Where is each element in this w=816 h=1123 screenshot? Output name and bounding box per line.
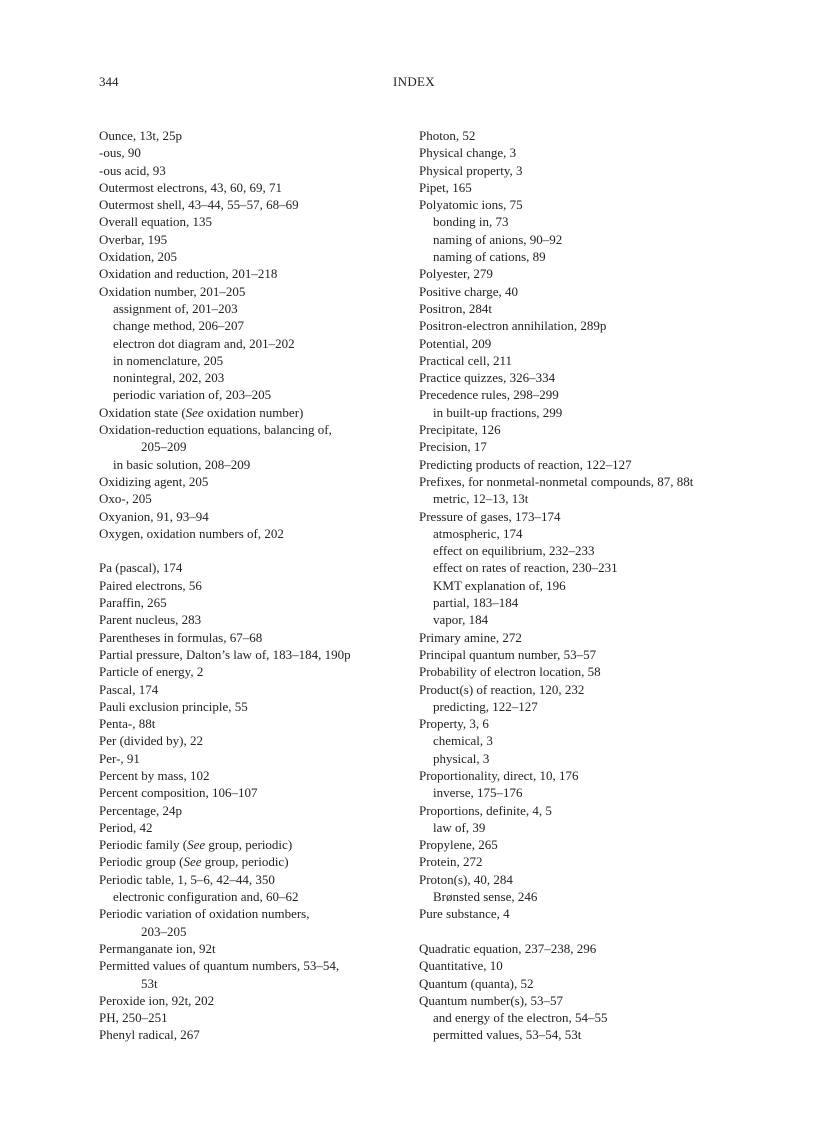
index-entry bbox=[419, 386, 739, 403]
entry-text: Oxidation and reduction, 201–218 bbox=[99, 266, 278, 282]
entry-text: in built-up fractions, 299 bbox=[433, 404, 563, 420]
index-entry bbox=[99, 732, 419, 749]
entry-text: Phenyl radical, 267 bbox=[99, 1027, 200, 1043]
entry-text: Quadratic equation, 237–238, 296 bbox=[419, 940, 597, 956]
entry-text: Paraffin, 265 bbox=[99, 595, 167, 611]
entry-text: Outermost electrons, 43, 60, 69, 71 bbox=[99, 179, 283, 195]
index-subentry bbox=[419, 559, 739, 576]
index-entry bbox=[99, 750, 419, 767]
entry-text: Periodic family ( bbox=[99, 837, 188, 853]
index-subentry bbox=[419, 577, 739, 594]
index-entry bbox=[419, 905, 739, 922]
entry-text: Partial pressure, Dalton’s law of, 183–184, 190p bbox=[99, 646, 351, 662]
entry-text: Permitted values of quantum numbers, 53–54, bbox=[99, 958, 340, 974]
index-entry bbox=[419, 335, 739, 352]
entry-text: Oxidation number, 201–205 bbox=[99, 283, 246, 299]
index-entry bbox=[419, 940, 739, 957]
entry-text: Product(s) of reaction, 120, 232 bbox=[419, 681, 585, 697]
index-entry bbox=[419, 265, 739, 282]
index-column-right bbox=[419, 127, 739, 1044]
index-entry bbox=[419, 127, 739, 144]
index-entry bbox=[99, 490, 419, 507]
entry-text: Propylene, 265 bbox=[419, 837, 498, 853]
index-entry bbox=[99, 992, 419, 1009]
index-entry bbox=[99, 698, 419, 715]
index-entry bbox=[419, 508, 739, 525]
index-entry bbox=[99, 802, 419, 819]
entry-text: law of, 39 bbox=[433, 819, 486, 835]
entry-text: -ous, 90 bbox=[99, 145, 141, 161]
entry-text: physical, 3 bbox=[433, 750, 490, 766]
running-head: INDEX bbox=[393, 74, 435, 89]
entry-text: permitted values, 53–54, 53t bbox=[433, 1027, 582, 1043]
index-subentry bbox=[419, 490, 739, 507]
entry-text: assignment of, 201–203 bbox=[113, 300, 238, 316]
index-entry bbox=[419, 196, 739, 213]
entry-text: Practical cell, 211 bbox=[419, 352, 513, 368]
index-entry bbox=[99, 940, 419, 957]
entry-text: Positive charge, 40 bbox=[419, 283, 519, 299]
entry-text: Precedence rules, 298–299 bbox=[419, 387, 559, 403]
entry-text: Periodic variation of oxidation numbers, bbox=[99, 906, 310, 922]
entry-text: Proportionality, direct, 10, 176 bbox=[419, 767, 579, 783]
index-entry bbox=[419, 957, 739, 974]
index-subentry bbox=[419, 248, 739, 265]
see-reference: See bbox=[187, 837, 206, 853]
entry-text: -ous acid, 93 bbox=[99, 162, 166, 178]
entry-text: and energy of the electron, 54–55 bbox=[433, 1010, 608, 1026]
index-entry bbox=[419, 352, 739, 369]
index-entry bbox=[99, 525, 419, 542]
entry-text-tail: group, periodic) bbox=[201, 854, 289, 870]
entry-text: Quantum number(s), 53–57 bbox=[419, 992, 564, 1008]
letter-group-gap bbox=[419, 923, 739, 940]
index-entry-continuation bbox=[99, 438, 419, 455]
index-entry bbox=[99, 508, 419, 525]
entry-text: Oxidation, 205 bbox=[99, 249, 177, 265]
entry-text: periodic variation of, 203–205 bbox=[113, 387, 272, 403]
index-entry bbox=[99, 1026, 419, 1043]
entry-text: Oxo-, 205 bbox=[99, 491, 152, 507]
index-entry bbox=[99, 144, 419, 161]
index-entry bbox=[99, 1009, 419, 1026]
entry-text: Permanganate ion, 92t bbox=[99, 940, 216, 956]
entry-text-tail: group, periodic) bbox=[205, 837, 293, 853]
index-subentry bbox=[99, 456, 419, 473]
entry-text: in nomenclature, 205 bbox=[113, 352, 224, 368]
index-entry bbox=[419, 456, 739, 473]
entry-text: Primary amine, 272 bbox=[419, 629, 522, 645]
index-entry bbox=[99, 213, 419, 230]
entry-text: Paired electrons, 56 bbox=[99, 577, 202, 593]
index-entry bbox=[99, 905, 419, 922]
index-entry bbox=[99, 231, 419, 248]
index-subentry bbox=[419, 1009, 739, 1026]
index-entry bbox=[99, 248, 419, 265]
entry-text: Pipet, 165 bbox=[419, 179, 472, 195]
index-entry bbox=[419, 802, 739, 819]
index-entry bbox=[99, 836, 419, 853]
entry-text: Brønsted sense, 246 bbox=[433, 889, 538, 905]
index-column-left bbox=[99, 127, 419, 1044]
entry-text: inverse, 175–176 bbox=[433, 785, 523, 801]
index-subentry bbox=[419, 1026, 739, 1043]
index-subentry bbox=[419, 732, 739, 749]
entry-text: partial, 183–184 bbox=[433, 595, 519, 611]
index-entry bbox=[99, 715, 419, 732]
entry-text: Peroxide ion, 92t, 202 bbox=[99, 992, 215, 1008]
entry-text: Ounce, 13t, 25p bbox=[99, 128, 183, 143]
index-entry bbox=[99, 784, 419, 801]
entry-text: Probability of electron location, 58 bbox=[419, 664, 601, 680]
entry-text: chemical, 3 bbox=[433, 733, 493, 749]
index-entry bbox=[99, 196, 419, 213]
entry-text: Percentage, 24p bbox=[99, 802, 183, 818]
index-subentry bbox=[99, 352, 419, 369]
index-entry bbox=[99, 179, 419, 196]
entry-text: Outermost shell, 43–44, 55–57, 68–69 bbox=[99, 197, 299, 213]
entry-text: Protein, 272 bbox=[419, 854, 483, 870]
index-entry bbox=[99, 594, 419, 611]
index-entry bbox=[419, 767, 739, 784]
index-entry bbox=[419, 715, 739, 732]
entry-text: Polyester, 279 bbox=[419, 266, 493, 282]
entry-text-tail: oxidation number) bbox=[203, 404, 304, 420]
entry-text: Photon, 52 bbox=[419, 128, 476, 143]
entry-text: Proportions, definite, 4, 5 bbox=[419, 802, 552, 818]
index-subentry bbox=[99, 300, 419, 317]
entry-text: naming of anions, 90–92 bbox=[433, 231, 563, 247]
index-entry bbox=[419, 473, 739, 490]
index-entry bbox=[419, 438, 739, 455]
index-subentry bbox=[419, 213, 739, 230]
index-entry bbox=[419, 871, 739, 888]
entry-text: 205–209 bbox=[141, 439, 187, 455]
index-entry bbox=[99, 473, 419, 490]
index-entry bbox=[99, 663, 419, 680]
entry-text: Quantum (quanta), 52 bbox=[419, 975, 534, 991]
entry-text: Overall equation, 135 bbox=[99, 214, 212, 230]
entry-text: metric, 12–13, 13t bbox=[433, 491, 529, 507]
index-subentry bbox=[419, 750, 739, 767]
index-entry bbox=[99, 819, 419, 836]
index-entry bbox=[99, 265, 419, 282]
index-entry bbox=[419, 317, 739, 334]
entry-text: effect on equilibrium, 232–233 bbox=[433, 543, 595, 559]
index-entry bbox=[419, 853, 739, 870]
entry-text: electron dot diagram and, 201–202 bbox=[113, 335, 295, 351]
entry-text: Period, 42 bbox=[99, 819, 153, 835]
index-subentry bbox=[419, 698, 739, 715]
entry-text: 203–205 bbox=[141, 923, 187, 939]
entry-text: PH, 250–251 bbox=[99, 1010, 168, 1026]
entry-text: Positron-electron annihilation, 289p bbox=[419, 318, 607, 334]
entry-text: Positron, 284t bbox=[419, 300, 492, 316]
entry-text: Potential, 209 bbox=[419, 335, 492, 351]
entry-text: Oxidizing agent, 205 bbox=[99, 473, 209, 489]
index-subentry bbox=[99, 369, 419, 386]
entry-text: Percent composition, 106–107 bbox=[99, 785, 258, 801]
index-entry bbox=[419, 681, 739, 698]
entry-text: Oxidation state ( bbox=[99, 404, 186, 420]
entry-text: Periodic table, 1, 5–6, 42–44, 350 bbox=[99, 871, 275, 887]
index-entry-continuation bbox=[99, 923, 419, 940]
entry-text: vapor, 184 bbox=[433, 612, 489, 628]
entry-text: Proton(s), 40, 284 bbox=[419, 871, 513, 887]
index-entry bbox=[99, 853, 419, 870]
entry-text: Prefixes, for nonmetal-nonmetal compounds, 87, 88t bbox=[419, 473, 694, 489]
index-subentry bbox=[419, 784, 739, 801]
index-entry bbox=[99, 646, 419, 663]
index-entry-continuation bbox=[99, 975, 419, 992]
entry-text: Overbar, 195 bbox=[99, 231, 168, 247]
entry-text: nonintegral, 202, 203 bbox=[113, 370, 225, 386]
entry-text: Oxyanion, 91, 93–94 bbox=[99, 508, 209, 524]
page-number: 344 bbox=[99, 74, 119, 89]
entry-text: Pa (pascal), 174 bbox=[99, 560, 183, 576]
entry-text: Particle of energy, 2 bbox=[99, 664, 204, 680]
index-entry bbox=[419, 421, 739, 438]
entry-text: Quantitative, 10 bbox=[419, 958, 503, 974]
index-subentry bbox=[419, 819, 739, 836]
entry-text: Precision, 17 bbox=[419, 439, 487, 455]
entry-text: electronic configuration and, 60–62 bbox=[113, 889, 299, 905]
entry-text: in basic solution, 208–209 bbox=[113, 456, 251, 472]
index-entry bbox=[99, 577, 419, 594]
index-subentry bbox=[419, 542, 739, 559]
index-entry bbox=[419, 179, 739, 196]
entry-text: atmospheric, 174 bbox=[433, 525, 523, 541]
entry-text: Precipitate, 126 bbox=[419, 422, 501, 438]
entry-text: Predicting products of reaction, 122–127 bbox=[419, 456, 632, 472]
entry-text: Percent by mass, 102 bbox=[99, 767, 210, 783]
entry-text: Practice quizzes, 326–334 bbox=[419, 370, 556, 386]
letter-group-gap bbox=[99, 542, 419, 559]
see-reference: See bbox=[183, 854, 202, 870]
index-entry bbox=[99, 629, 419, 646]
index-entry bbox=[419, 663, 739, 680]
entry-text: naming of cations, 89 bbox=[433, 249, 546, 265]
entry-text: Pascal, 174 bbox=[99, 681, 159, 697]
index-entry bbox=[419, 144, 739, 161]
entry-text: Physical change, 3 bbox=[419, 145, 517, 161]
entry-text: predicting, 122–127 bbox=[433, 698, 538, 714]
index-entry bbox=[99, 127, 419, 144]
entry-text: Property, 3, 6 bbox=[419, 716, 489, 732]
entry-text: Pure substance, 4 bbox=[419, 906, 510, 922]
index-entry bbox=[99, 871, 419, 888]
index-entry bbox=[99, 421, 419, 438]
entry-text: Polyatomic ions, 75 bbox=[419, 197, 523, 213]
index-entry bbox=[419, 283, 739, 300]
index-entry bbox=[99, 767, 419, 784]
see-reference: See bbox=[185, 404, 204, 420]
index-subentry bbox=[419, 611, 739, 628]
index-entry bbox=[419, 992, 739, 1009]
index-entry bbox=[99, 283, 419, 300]
index-entry bbox=[419, 646, 739, 663]
index-subentry bbox=[99, 335, 419, 352]
index-entry bbox=[419, 836, 739, 853]
index-subentry bbox=[419, 404, 739, 421]
index-subentry bbox=[99, 888, 419, 905]
index-subentry bbox=[419, 888, 739, 905]
index-entry bbox=[99, 404, 419, 421]
entry-text: KMT explanation of, 196 bbox=[433, 577, 566, 593]
entry-text: effect on rates of reaction, 230–231 bbox=[433, 560, 618, 576]
index-entry bbox=[99, 611, 419, 628]
entry-text: Penta-, 88t bbox=[99, 716, 156, 732]
index-subentry bbox=[99, 386, 419, 403]
entry-text: Physical property, 3 bbox=[419, 162, 523, 178]
index-entry bbox=[99, 162, 419, 179]
index-entry bbox=[419, 300, 739, 317]
entry-text: Oxygen, oxidation numbers of, 202 bbox=[99, 525, 284, 541]
entry-text: 53t bbox=[141, 975, 158, 991]
index-subentry bbox=[419, 525, 739, 542]
entry-text: Parentheses in formulas, 67–68 bbox=[99, 629, 263, 645]
index-entry bbox=[419, 162, 739, 179]
entry-text: Parent nucleus, 283 bbox=[99, 612, 202, 628]
index-entry bbox=[419, 369, 739, 386]
index-entry bbox=[419, 629, 739, 646]
entry-text: change method, 206–207 bbox=[113, 318, 245, 334]
entry-text: Per (divided by), 22 bbox=[99, 733, 203, 749]
index-subentry bbox=[99, 317, 419, 334]
index-entry bbox=[99, 559, 419, 576]
page-header bbox=[99, 74, 729, 92]
index-subentry bbox=[419, 231, 739, 248]
index-entry bbox=[99, 681, 419, 698]
index-subentry bbox=[419, 594, 739, 611]
index-entry bbox=[99, 957, 419, 974]
entry-text: Principal quantum number, 53–57 bbox=[419, 646, 597, 662]
entry-text: bonding in, 73 bbox=[433, 214, 509, 230]
entry-text: Pressure of gases, 173–174 bbox=[419, 508, 561, 524]
entry-text: Per-, 91 bbox=[99, 750, 140, 766]
entry-text: Periodic group ( bbox=[99, 854, 184, 870]
index-entry bbox=[419, 975, 739, 992]
entry-text: Pauli exclusion principle, 55 bbox=[99, 698, 248, 714]
entry-text: Oxidation-reduction equations, balancing of, bbox=[99, 422, 332, 438]
